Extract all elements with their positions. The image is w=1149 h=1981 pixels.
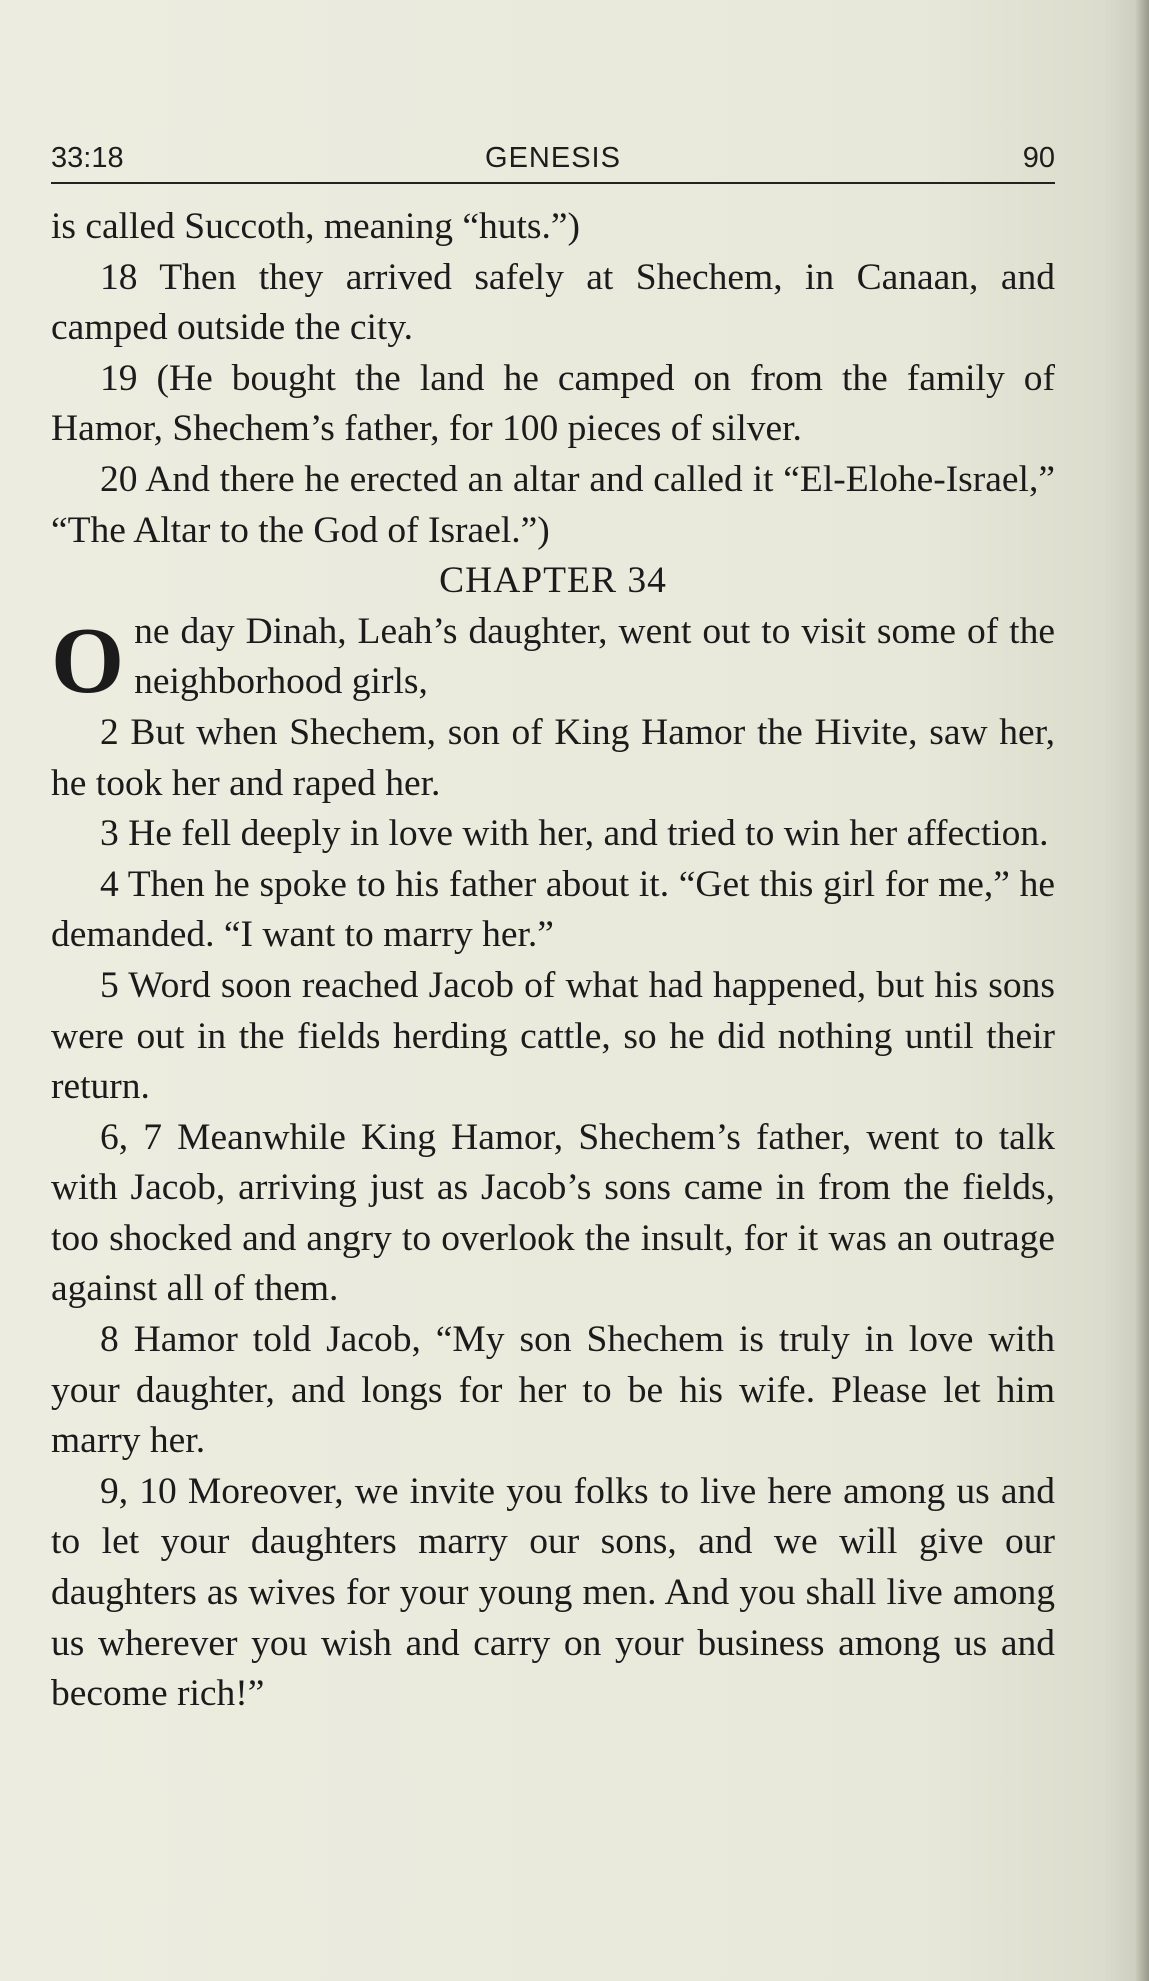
running-header <box>51 138 1055 184</box>
verse-9-10: 9, 10 Moreover, we invite you folks to live here among us and to let your daughters marry our sons, and we will give our daughters as wives for your young men. And you shall live among us wherever you wish and carry on your business among us and become rich!” <box>51 1470 1055 1715</box>
scripture-text <box>51 202 1055 1720</box>
page-number: 90 <box>1022 142 1055 174</box>
drop-cap: O <box>51 608 125 713</box>
verse-3: 3 He fell deeply in love with her, and tried to win her affection. <box>100 813 1049 855</box>
page-spine-shadow <box>1135 0 1149 1981</box>
verse-2: 2 But when Shechem, son of King Hamor the Hivite, saw her, he took her and raped her. <box>51 711 1055 804</box>
verse-18: 18 Then they arrived safely at Shechem, in Canaan, and camped outside the city. <box>51 256 1055 349</box>
verse-5: 5 Word soon reached Jacob of what had happened, but his sons were out in the fields herding cattle, so he did nothing until their return. <box>51 964 1055 1108</box>
book-title: GENESIS <box>485 142 621 174</box>
verse-8: 8 Hamor told Jacob, “My son Shechem is truly in love with your daughter, and longs for her to be his wife. Please let him marry her. <box>51 1319 1055 1462</box>
verse-4: 4 Then he spoke to his father about it. “Get this girl for me,” he demanded. “I want to marry her.” <box>51 863 1055 956</box>
verse-20: 20 And there he erected an altar and called it “El-Elohe-Israel,” “The Altar to the God of Israel.”) <box>51 458 1055 551</box>
verse-1 <box>51 607 1055 713</box>
continuation-paragraph: is called Succoth, meaning “huts.”) <box>51 206 581 247</box>
chapter-verse-reference: 33:18 <box>51 142 124 174</box>
chapter-heading: CHAPTER 34 <box>439 560 667 602</box>
verse-19: 19 (He bought the land he camped on from the family of Hamor, Shechem’s father, for 100 pieces of silver. <box>51 357 1055 450</box>
verse-6-7: 6, 7 Meanwhile King Hamor, Shechem’s father, went to talk with Jacob, arriving just as Jacob’s sons came in from the fields, too shocked and angry to overlook the insult, for it was an outrage against all of them. <box>51 1116 1055 1310</box>
verse-1-text: ne day Dinah, Leah’s daughter, went out to visit some of the neighborhood girls, <box>134 610 1055 703</box>
